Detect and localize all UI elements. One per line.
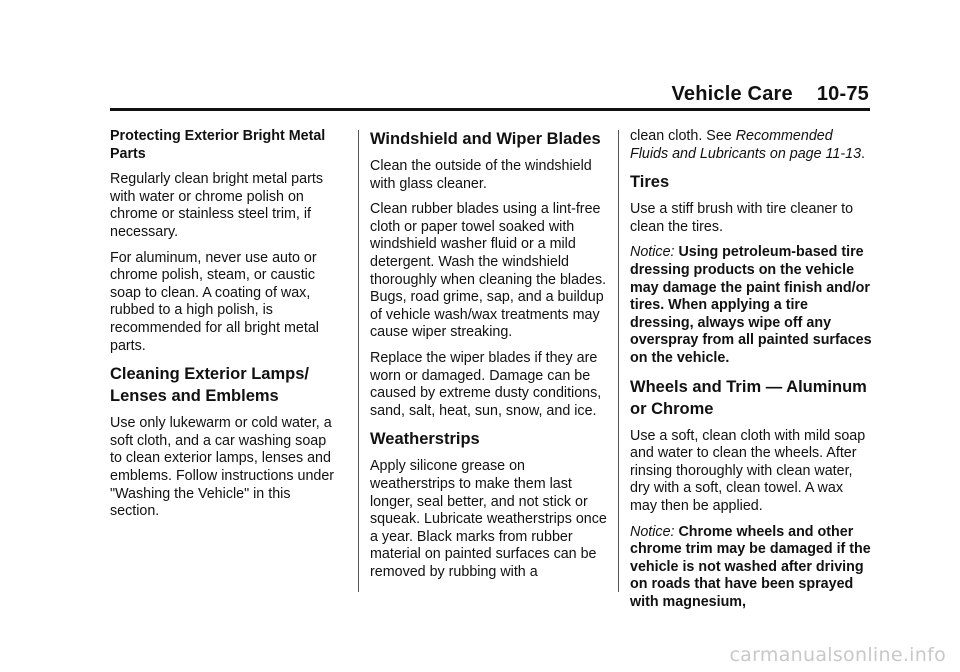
paragraph-continued [630,128,872,163]
heading-bright-metal: Protecting Exterior Bright Metal Parts [110,128,326,162]
continued-period: . [861,145,866,162]
column-divider-2 [618,130,619,592]
notice-label: Notice: [630,244,675,261]
paragraph-wiper-3: Replace the wiper blades if they are worn or damaged. Damage can be caused by extreme dusty conditions, sand, salt, heat, sun, snow, and ice. [370,349,602,419]
heading-exterior-lamps: Cleaning Exterior Lamps/ Lenses and Emblems [110,365,309,406]
paragraph-wiper-1: Clean the outside of the windshield with glass cleaner. [370,158,592,192]
heading-wiper-blades: Windshield and Wiper Blades [370,130,601,148]
notice-label-2: Notice: [630,523,675,540]
watermark: carmanualsonline.info [729,644,946,666]
heading-wheels-trim: Wheels and Trim — Aluminum or Chrome [630,377,867,418]
notice-tires [630,244,872,367]
notice-wheels-text: Chrome wheels and other chrome trim may be damaged if the vehicle is not washed after driving on roads that have been sprayed with magnesium, [630,523,871,610]
paragraph-tires: Use a stiff brush with tire cleaner to clean the tires. [630,201,854,235]
paragraph-bright-metal-2: For aluminum, never use auto or chrome polish, steam, or caustic soap to clean. A coating of wax, rubbed to a high polish, is recommended for all bright metal parts. [110,249,319,354]
column-1 [110,128,342,529]
paragraph-exterior-lamps: Use only lukewarm or cold water, a soft cloth, and a car washing soap to clean exterior lamps, lenses and emblems. Follow instructions under "Washing the Vehicle" in this section. [110,415,335,520]
column-3 [630,128,872,619]
paragraph-wheels: Use a soft, clean cloth with mild soap and water to clean the wheels. After rinsing thoroughly with clean water, dry with a soft, clean towel. A wax may then be applied. [630,427,866,514]
cross-reference-link[interactable]: Recommended Fluids and Lubricants on page 11-13 [630,128,862,162]
notice-wheels [630,524,872,612]
section-title: Vehicle Care [671,83,793,105]
column-2 [370,128,610,589]
continued-text: clean cloth. See [630,128,736,144]
heading-weatherstrips: Weatherstrips [370,430,480,449]
notice-tires-text: Using petroleum-based tire dressing products on the vehicle may damage the paint finish and/or tires. When applying a tire dressing, always wipe off any overspray from all painted surfaces on the vehicle. [630,244,872,366]
page-number: 10-75 [816,83,869,105]
paragraph-bright-metal-1: Regularly clean bright metal parts with water or chrome polish on chrome or stainless steel trim, if necessary. [110,171,323,240]
header-rule [110,108,870,111]
page-header [671,83,869,106]
paragraph-weatherstrips: Apply silicone grease on weatherstrips to make them last longer, seal better, and not stick or squeak. Lubricate weatherstrips once a year. Black marks from rubber material on painted surfaces can be removed by rubbing with a [370,458,607,580]
column-divider-1 [358,130,359,592]
heading-tires: Tires [630,173,670,192]
paragraph-wiper-2: Clean rubber blades using a lint-free cloth or paper towel soaked with windshield washer fluid or a mild detergent. Wash the windshield thoroughly when cleaning the blades. Bugs, road grime, sap, and a buildup of vehicle wash/wax treatments may cause wiper streaking. [370,201,607,341]
